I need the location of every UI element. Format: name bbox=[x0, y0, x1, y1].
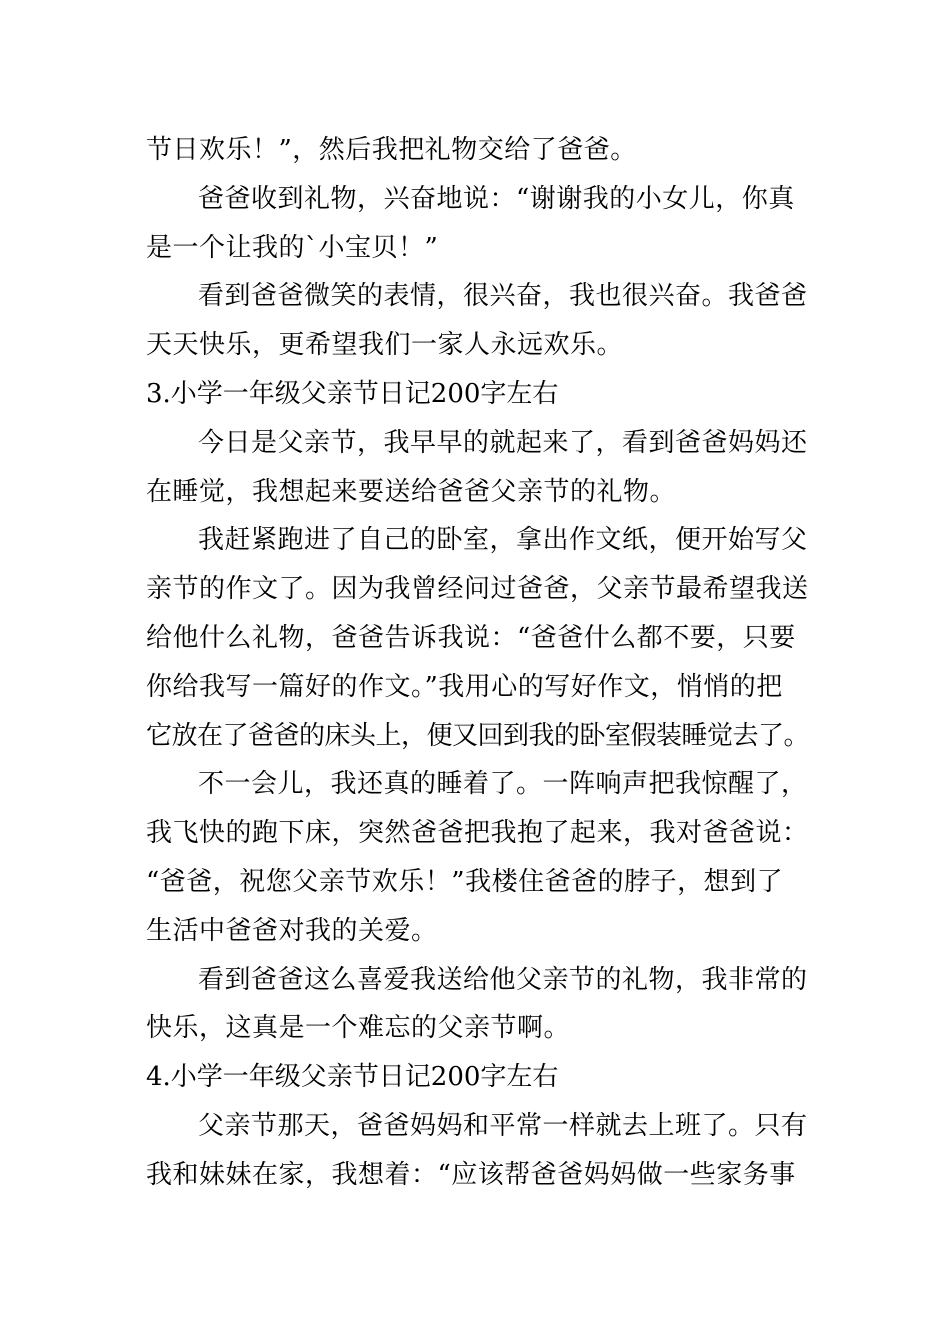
text-line: 给他什么礼物，爸爸告诉我说：“爸爸什么都不要，只要 bbox=[146, 622, 796, 653]
text-line: 在睡觉，我想起来要送给爸爸父亲节的礼物。 bbox=[146, 476, 677, 507]
text-line: 亲节的作文了。因为我曾经问过爸爸，父亲节最希望我送 bbox=[146, 574, 809, 605]
text-line: 我飞快的跑下床，突然爸爸把我抱了起来，我对爸爸说： bbox=[146, 818, 809, 849]
text-line: 爸爸收到礼物，兴奋地说：“谢谢我的小女儿，你真 bbox=[198, 183, 795, 214]
text-line: 我赶紧跑进了自己的卧室，拿出作文纸，便开始写父 bbox=[198, 525, 808, 556]
text-line: 今日是父亲节，我早早的就起来了，看到爸爸妈妈还 bbox=[198, 427, 808, 458]
text-line: 我和妹妹在家，我想着：“应该帮爸爸妈妈做一些家务事 bbox=[146, 1159, 796, 1190]
text-line: 是一个让我的`小宝贝！” bbox=[146, 232, 439, 263]
text-line: 看到爸爸微笑的表情，很兴奋，我也很兴奋。我爸爸 bbox=[198, 281, 808, 312]
text-line: 它放在了爸爸的床头上，便又回到我的卧室假装睡觉去了。 bbox=[146, 720, 810, 751]
text-line: 节日欢乐！”，然后我把礼物交给了爸爸。 bbox=[146, 135, 637, 165]
section-heading: 3.小学一年级父亲节日记200字左右 bbox=[146, 378, 559, 409]
text-line: 生活中爸爸对我的关爱。 bbox=[146, 915, 438, 946]
text-line: “爸爸，祝您父亲节欢乐！”我楼住爸爸的脖子，想到了 bbox=[146, 866, 784, 897]
text-line: 快乐，这真是一个难忘的父亲节啊。 bbox=[146, 1013, 571, 1044]
text-line: 天天快乐，更希望我们一家人永远欢乐。 bbox=[146, 330, 624, 361]
text-line: 看到爸爸这么喜爱我送给他父亲节的礼物，我非常的 bbox=[198, 964, 808, 995]
text-line: 父亲节那天，爸爸妈妈和平常一样就去上班了。只有 bbox=[198, 1110, 808, 1141]
document-body bbox=[146, 126, 810, 1200]
text-line: 你给我写一篇好的作文。”我用心的写好作文，悄悄的把 bbox=[146, 671, 783, 702]
section-heading: 4.小学一年级父亲节日记200字左右 bbox=[146, 1062, 559, 1093]
text-line: 不一会儿，我还真的睡着了。一阵响声把我惊醒了， bbox=[198, 769, 808, 800]
